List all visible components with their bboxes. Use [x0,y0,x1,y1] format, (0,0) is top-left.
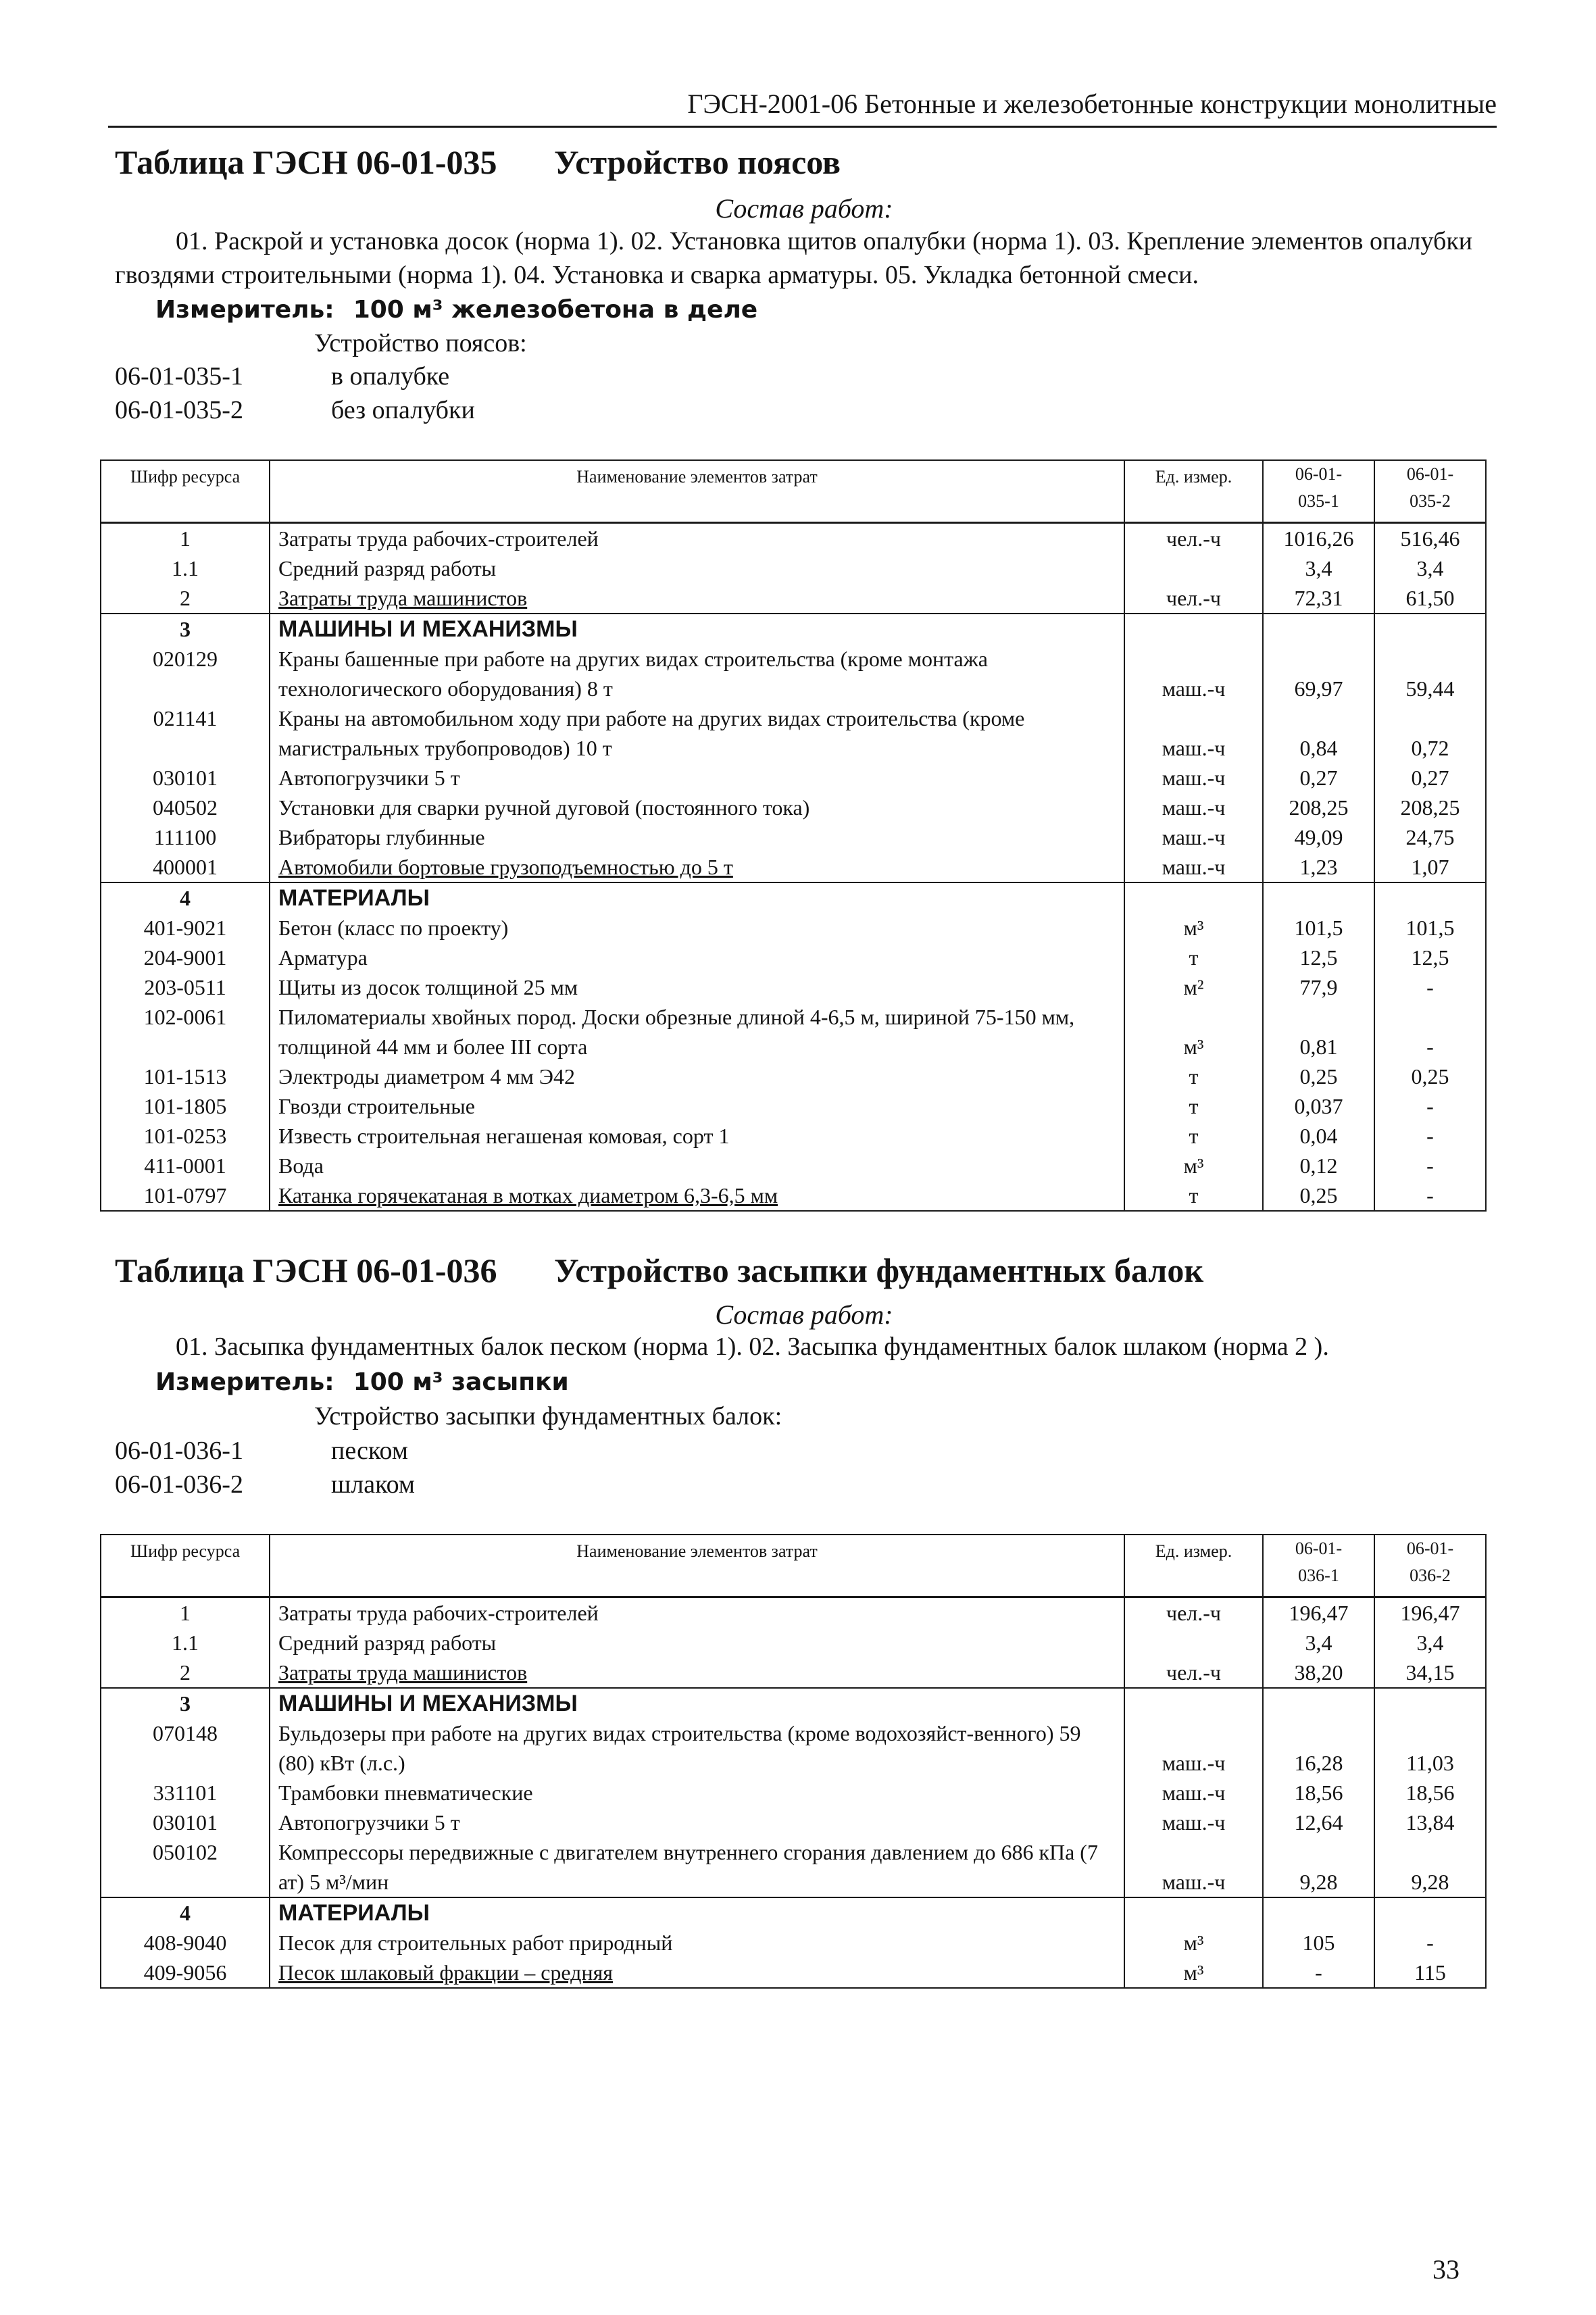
table-row [101,1837,1486,1897]
cell-unit: м³ [1124,1151,1263,1180]
cell-code: 101-1513 [101,1062,270,1091]
cell-name: Затраты труда рабочих-строителей [270,523,1124,554]
cell-code: 040502 [101,793,270,822]
table-row [101,1121,1486,1151]
header-col-1-top: 06-01- [1295,1539,1343,1558]
variant-row [115,359,449,393]
cell-value-2: 516,46 [1374,523,1486,554]
cell-value-2: - [1374,1002,1486,1062]
cell-value-2: 196,47 [1374,1597,1486,1628]
meter [155,294,757,326]
cell-code: 1 [101,1597,270,1628]
cell-name: Катанка горячекатаная в мотках диаметром 6,3-6,5 мм [270,1180,1124,1211]
variant-code: 06-01-036-1 [115,1437,243,1465]
cell-name: Арматура [270,943,1124,972]
cell-value-2: 208,25 [1374,793,1486,822]
cell-value-2: 9,28 [1374,1837,1486,1897]
cell-value-1: 49,09 [1263,822,1374,852]
cell-value-1: 38,20 [1263,1658,1374,1688]
cell-value-1: 101,5 [1263,913,1374,943]
composition-text: 01. Раскрой и установка досок (норма 1). 02. Установка щитов опалубки (норма 1). 03. Крепление элементов опалубки гвоздями строительными (норма 1). 04. Установка и сварка арматуры. 05. Укладка бетонной смеси. [115,227,1473,289]
cell-unit: маш.-ч [1124,822,1263,852]
cell-name: Автомобили бортовые грузоподъемностью до 5 т [270,852,1124,882]
cell-value-2 [1374,614,1486,644]
header-col-1 [1263,460,1374,523]
table-row [101,583,1486,614]
cell-unit: чел.-ч [1124,1597,1263,1628]
cell-value-1: 208,25 [1263,793,1374,822]
cell-name: Средний разряд работы [270,553,1124,583]
cell-unit: м² [1124,972,1263,1002]
cell-name: Пиломатериалы хвойных пород. Доски обрезные длиной 4-6,5 м, шириной 75-150 мм, толщиной 44 мм и более III сорта [270,1002,1124,1062]
cell-code: 030101 [101,763,270,793]
cell-name: МАТЕРИАЛЫ [270,882,1124,913]
cell-name: Автопогрузчики 5 т [270,1808,1124,1837]
cell-unit: м³ [1124,1002,1263,1062]
cell-value-2: 61,50 [1374,583,1486,614]
cell-value-2: 0,27 [1374,763,1486,793]
cell-value-1: 18,56 [1263,1778,1374,1808]
cell-value-1: 196,47 [1263,1597,1374,1628]
variant-label: в опалубке [331,362,450,391]
cell-value-2: - [1374,1091,1486,1121]
cell-code: 4 [101,1897,270,1928]
variant-code: 06-01-035-1 [115,362,243,391]
cell-name: Установки для сварки ручной дуговой (постоянного тока) [270,793,1124,822]
header-col-1-bottom: 035-1 [1298,491,1339,511]
cell-value-1: 0,25 [1263,1062,1374,1091]
cell-unit: м³ [1124,1958,1263,1988]
table-row [101,1628,1486,1658]
cell-name: Компрессоры передвижные с двигателем внутреннего сгорания давлением до 686 кПа (7 ат) 5 м³/мин [270,1837,1124,1897]
cell-code: 411-0001 [101,1151,270,1180]
cell-value-2: 13,84 [1374,1808,1486,1837]
cell-unit: маш.-ч [1124,1808,1263,1837]
header-unit: Ед. измер. [1124,1535,1263,1597]
cell-unit: маш.-ч [1124,793,1263,822]
cell-value-2: 3,4 [1374,1628,1486,1658]
cell-value-1: 3,4 [1263,553,1374,583]
cell-unit: т [1124,1062,1263,1091]
cell-value-2 [1374,1688,1486,1718]
header-unit: Ед. измер. [1124,460,1263,523]
cell-name: Средний разряд работы [270,1628,1124,1658]
table-row [101,523,1486,554]
cell-name: Песок для строительных работ природный [270,1928,1124,1958]
table-row [101,972,1486,1002]
document-code: ГЭСН-2001-06 [687,89,858,119]
table-row [101,1151,1486,1180]
cell-value-1: 0,84 [1263,703,1374,763]
page-number: 33 [1432,2254,1460,2285]
table-row [101,913,1486,943]
cell-value-2: 59,44 [1374,644,1486,703]
variant-row [115,1434,408,1468]
cell-unit [1124,614,1263,644]
page-header [108,88,1497,128]
variant-label: песком [331,1437,408,1465]
meter-label: Измеритель: [155,296,334,324]
cell-code: 050102 [101,1837,270,1897]
cell-name: Бульдозеры при работе на других видах строительства (кроме водохозяйст-венного) 59 (80) кВт (л.с.) [270,1718,1124,1778]
header-name: Наименование элементов затрат [270,1535,1124,1597]
header-col-2-bottom: 036-2 [1410,1566,1451,1585]
cell-value-2: 12,5 [1374,943,1486,972]
cell-code: 1 [101,523,270,554]
cost-table [100,1534,1487,1989]
cell-code: 3 [101,1688,270,1718]
table-row [101,614,1486,644]
cell-value-2: 34,15 [1374,1658,1486,1688]
cell-value-1: 1,23 [1263,852,1374,882]
table-header-row [101,460,1486,523]
variant-row [115,1468,415,1501]
cell-value-1: 9,28 [1263,1837,1374,1897]
cell-value-2 [1374,1897,1486,1928]
cell-name: Песок шлаковый фракции – средняя [270,1958,1124,1988]
cell-value-2: 18,56 [1374,1778,1486,1808]
cell-unit: чел.-ч [1124,1658,1263,1688]
cell-value-1: 0,81 [1263,1002,1374,1062]
cell-code: 030101 [101,1808,270,1837]
cell-code: 204-9001 [101,943,270,972]
cell-name: Автопогрузчики 5 т [270,763,1124,793]
cell-unit: маш.-ч [1124,1718,1263,1778]
cell-name: Электроды диаметром 4 мм Э42 [270,1062,1124,1091]
cell-code: 070148 [101,1718,270,1778]
cell-value-1: - [1263,1958,1374,1988]
table-row [101,1062,1486,1091]
cell-name: Краны на автомобильном ходу при работе на других видах строительства (кроме магистральных трубопроводов) 10 т [270,703,1124,763]
table-heading [115,1250,1203,1291]
document-title: Бетонные и железобетонные конструкции монолитные [864,89,1497,119]
header-col-1 [1263,1535,1374,1597]
cell-value-1: 0,25 [1263,1180,1374,1211]
cell-code: 2 [101,583,270,614]
table-row [101,703,1486,763]
table-title: Устройство поясов [554,143,841,181]
table-row [101,553,1486,583]
header-col-2-top: 06-01- [1406,1539,1454,1558]
cell-code: 2 [101,1658,270,1688]
cell-code: 401-9021 [101,913,270,943]
cell-unit: м³ [1124,913,1263,943]
header-code: Шифр ресурса [101,1535,270,1597]
cell-name: Краны башенные при работе на других видах строительства (кроме монтажа технологического оборудования) 8 т [270,644,1124,703]
table-row [101,1658,1486,1688]
cell-value-1 [1263,1688,1374,1718]
cell-value-2: - [1374,972,1486,1002]
cell-code: 4 [101,882,270,913]
cell-name: МАТЕРИАЛЫ [270,1897,1124,1928]
cell-code: 203-0511 [101,972,270,1002]
table-row [101,882,1486,913]
cell-unit: т [1124,1091,1263,1121]
variant-code: 06-01-036-2 [115,1470,243,1499]
cell-value-2: 0,72 [1374,703,1486,763]
table-title: Устройство засыпки фундаментных балок [554,1251,1204,1289]
cell-code: 3 [101,614,270,644]
cell-code: 400001 [101,852,270,882]
cell-value-2: 0,25 [1374,1062,1486,1091]
cell-unit: маш.-ч [1124,1837,1263,1897]
table-row [101,763,1486,793]
cell-value-1 [1263,882,1374,913]
cell-value-1: 12,5 [1263,943,1374,972]
table-row [101,1597,1486,1628]
cell-name: Затраты труда машинистов [270,1658,1124,1688]
variant-row [115,393,475,427]
composition-label: Состав работ: [715,1299,893,1330]
cell-unit [1124,882,1263,913]
cell-name: Вода [270,1151,1124,1180]
header-col-2-top: 06-01- [1406,464,1454,484]
cell-value-1: 77,9 [1263,972,1374,1002]
cost-table [100,459,1487,1212]
cell-name: Затраты труда рабочих-строителей [270,1597,1124,1628]
variants-title: Устройство поясов: [314,329,527,357]
cell-value-1: 69,97 [1263,644,1374,703]
cell-code: 021141 [101,703,270,763]
cell-value-1: 1016,26 [1263,523,1374,554]
cell-name: Затраты труда машинистов [270,583,1124,614]
table-row [101,1688,1486,1718]
cell-value-1: 0,27 [1263,763,1374,793]
cell-unit: маш.-ч [1124,852,1263,882]
cell-unit [1124,553,1263,583]
cell-value-1: 72,31 [1263,583,1374,614]
cell-value-2: 24,75 [1374,822,1486,852]
header-col-1-top: 06-01- [1295,464,1343,484]
composition-label: Состав работ: [715,193,893,224]
cell-code: 1.1 [101,553,270,583]
cell-value-2: 3,4 [1374,553,1486,583]
cell-unit: маш.-ч [1124,1778,1263,1808]
header-col-2 [1374,460,1486,523]
cell-unit: маш.-ч [1124,703,1263,763]
header-code: Шифр ресурса [101,460,270,523]
table-row [101,1718,1486,1778]
table-heading [115,142,841,182]
table-row [101,943,1486,972]
cell-value-1: 0,04 [1263,1121,1374,1151]
cell-value-1 [1263,614,1374,644]
cell-value-2: - [1374,1928,1486,1958]
cell-name: Вибраторы глубинные [270,822,1124,852]
composition-text: 01. Засыпка фундаментных балок песком (норма 1). 02. Засыпка фундаментных балок шлаком (норма 2 ). [176,1333,1329,1361]
cell-value-2: 11,03 [1374,1718,1486,1778]
cell-code: 331101 [101,1778,270,1808]
table-row [101,1928,1486,1958]
cell-value-1: 0,12 [1263,1151,1374,1180]
cell-code: 1.1 [101,1628,270,1658]
cell-code: 101-1805 [101,1091,270,1121]
table-row [101,852,1486,882]
table-number: Таблица ГЭСН 06-01-036 [115,1251,497,1289]
cell-unit: т [1124,943,1263,972]
cell-code: 020129 [101,644,270,703]
cell-name: Трамбовки пневматические [270,1778,1124,1808]
cell-value-2: 115 [1374,1958,1486,1988]
cell-name: Щиты из досок толщиной 25 мм [270,972,1124,1002]
variants-title: Устройство засыпки фундаментных балок: [314,1402,782,1430]
cell-unit: маш.-ч [1124,644,1263,703]
header-col-1-bottom: 036-1 [1298,1566,1339,1585]
meter-value: 100 м³ железобетона в деле [353,296,758,324]
cell-value-2: 1,07 [1374,852,1486,882]
cell-name: Бетон (класс по проекту) [270,913,1124,943]
header-col-2 [1374,1535,1486,1597]
table-row [101,1897,1486,1928]
cell-value-1 [1263,1897,1374,1928]
table-number: Таблица ГЭСН 06-01-035 [115,143,497,181]
cell-value-1: 0,037 [1263,1091,1374,1121]
cell-code: 101-0797 [101,1180,270,1211]
cell-name: МАШИНЫ И МЕХАНИЗМЫ [270,1688,1124,1718]
cell-value-2: - [1374,1151,1486,1180]
table-header-row [101,1535,1486,1597]
cell-value-1: 16,28 [1263,1718,1374,1778]
cell-code: 101-0253 [101,1121,270,1151]
table-row [101,644,1486,703]
table-row [101,1180,1486,1211]
table-row [101,1778,1486,1808]
cell-unit: т [1124,1121,1263,1151]
meter-value: 100 м³ засыпки [353,1368,569,1396]
cell-unit: маш.-ч [1124,763,1263,793]
variant-label: шлаком [331,1470,415,1499]
cell-code: 102-0061 [101,1002,270,1062]
cell-value-1: 3,4 [1263,1628,1374,1658]
table-row [101,793,1486,822]
cell-code: 409-9056 [101,1958,270,1988]
cell-code: 111100 [101,822,270,852]
cell-value-2: 101,5 [1374,913,1486,943]
cell-unit [1124,1897,1263,1928]
cell-unit [1124,1688,1263,1718]
table-row [101,1808,1486,1837]
table-row [101,1002,1486,1062]
meter [155,1366,569,1399]
cell-name: МАШИНЫ И МЕХАНИЗМЫ [270,614,1124,644]
cell-value-2: - [1374,1121,1486,1151]
cell-value-2: - [1374,1180,1486,1211]
cell-unit: чел.-ч [1124,583,1263,614]
cell-unit: чел.-ч [1124,523,1263,554]
meter-label: Измеритель: [155,1368,334,1396]
table-row [101,1958,1486,1988]
variant-code: 06-01-035-2 [115,396,243,424]
cell-unit: м³ [1124,1928,1263,1958]
table-row [101,1091,1486,1121]
cell-unit: т [1124,1180,1263,1211]
cell-unit [1124,1628,1263,1658]
cell-code: 408-9040 [101,1928,270,1958]
header-col-2-bottom: 035-2 [1410,491,1451,511]
cell-value-1: 105 [1263,1928,1374,1958]
variant-label: без опалубки [331,396,475,424]
cell-value-1: 12,64 [1263,1808,1374,1837]
table-row [101,822,1486,852]
cell-name: Известь строительная негашеная комовая, сорт 1 [270,1121,1124,1151]
cell-name: Гвозди строительные [270,1091,1124,1121]
header-name: Наименование элементов затрат [270,460,1124,523]
cell-value-2 [1374,882,1486,913]
